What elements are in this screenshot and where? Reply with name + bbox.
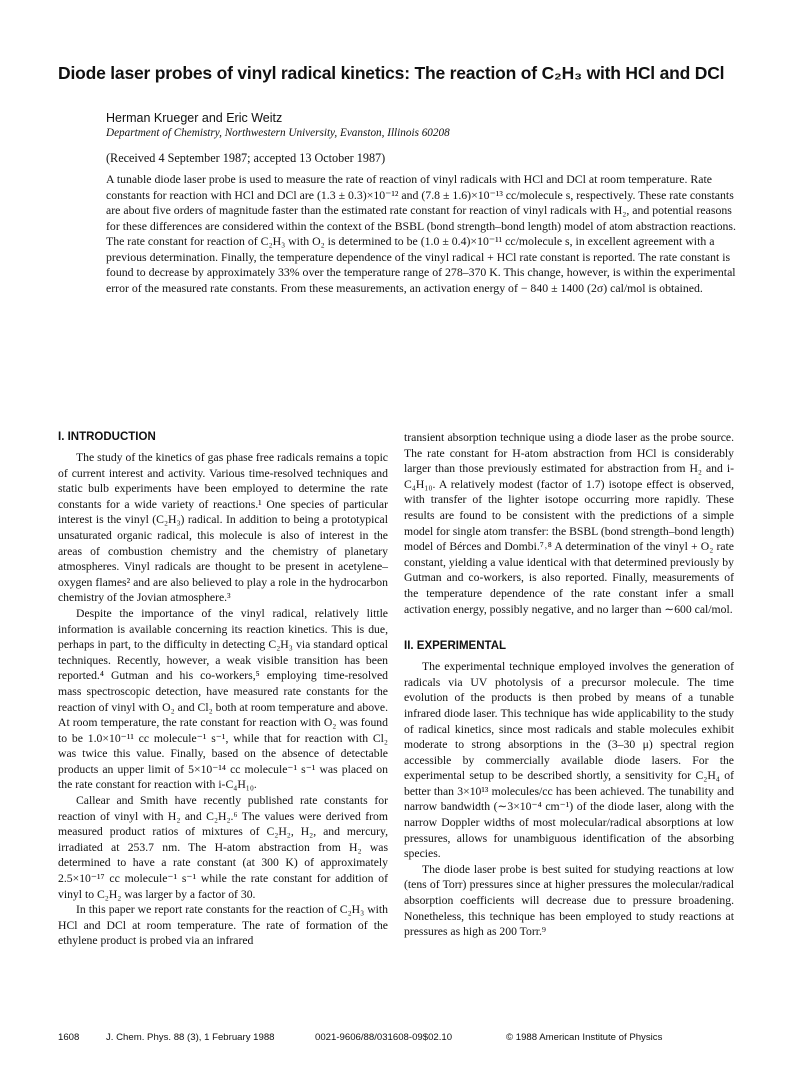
author-list: Herman Krueger and Eric Weitz <box>106 111 283 125</box>
received-dates: (Received 4 September 1987; accepted 13 October 1987) <box>106 151 386 165</box>
paragraph: Callear and Smith have recently published rate constants for reaction of vinyl with H₂ and C₂H₂.⁶ The values were derived from measured product ratios of mixtures of C₂H₂, H₂, and mercury, irradiated at 253.7 nm. The H-atom abstraction from H₂ was determined to have a rate constant (at 300 K) of approximately 2.5×10⁻¹⁷ cc molecule⁻¹ s⁻¹ while the rate constant for addition of vinyl to C₂H₂ was larger by a factor of 30. <box>58 794 388 901</box>
paragraph: The experimental technique employed involves the generation of radicals via UV photolysis of a precursor molecule. The time evolution of the products is then probed by means of a tunable infrared diode laser. This technique has wide applicability to the study of radical kinetics, since most radicals and stable molecules exhibit moderate to strong absorptions in the (3–30 μ) spectral region accessible by commercially available diode lasers. For the experimental setup to be described shortly, a sensitivity for C₂H₄ of better than 3×10¹³ molecules/cc has been achieved. The tunability and narrow bandwidth (∼3×10⁻⁴ cm⁻¹) of the diode laser, along with the narrow Doppler widths of most molecular/radical absorptions at low pressures, allows for unambiguous identification of the absorbing species. <box>404 660 734 861</box>
paragraph: The diode laser probe is best suited for studying reactions at low (tens of Torr) pressures since at higher pressures the molecular/radical absorption coefficients will decrease due to pressure broadening. Nonetheless, this technique has been employed to study reactions at pressures as high as 200 Torr.⁹ <box>404 862 734 939</box>
paragraph: Despite the importance of the vinyl radical, relatively little information is available concerning its reaction kinetics. This is due, perhaps in part, to the difficulty in detecting C₂H₃ via standard optical techniques. Recently, however, a weak visible transition has been reported.⁴ Gutman and his co-workers,⁵ employing time-resolved mass spectroscopic detection, have measured rate constants for the reaction of vinyl with O₂ and Cl₂ both at room temperature and above. At room temperature, the rate constant for reaction with O₂ was found to be 1.0×10⁻¹¹ cc molecule⁻¹ s⁻¹, while that for reaction with Cl₂ was twice this value. Finally, based on the absence of detectable products an upper limit of 5×10⁻¹⁴ cc molecule⁻¹ s⁻¹ was placed on the rate constant for reaction with i-C₄H₁₀. <box>58 606 388 792</box>
paragraph: In this paper we report rate constants for the reaction of C₂H₃ with HCl and DCl at room temperature. The rate of formation of the ethylene product is probed via an infrared <box>58 903 388 948</box>
copyright: © 1988 American Institute of Physics <box>506 1032 663 1043</box>
journal-citation: J. Chem. Phys. 88 (3), 1 February 1988 <box>106 1032 275 1043</box>
left-column <box>58 430 388 949</box>
section-heading-introduction: I. INTRODUCTION <box>58 431 156 443</box>
abstract: A tunable diode laser probe is used to measure the rate of reaction of vinyl radicals with HCl and DCl at room temperature. Rate constants for reaction with HCl and DCl are (1.3 ± 0.3)×10⁻¹² and (7.8 ± 1.6)×10⁻¹³ cc/molecule s, respectively. These rate constants are about five orders of magnitude faster than the estimated rate constant for reaction of vinyl radicals with H₂, and potential reasons for these differences are considered within the context of the BSBL (bond strength–bond length) model of atom abstraction reactions. The rate constant for reaction of C₂H₃ with O₂ is determined to be (1.0 ± 0.4)×10⁻¹¹ cc/molecule s, in excellent agreement with a previous determination. Finally, the temperature dependence of the vinyl radical + HCl rate constant is reported. The rate constant is found to decrease by approximately 33% over the temperature range of 278–370 K. This change, however, is within the experimental error of the measured rate constants. From these measurements, an activation energy of − 840 ± 1400 (2σ) cal/mol is obtained. <box>106 172 736 295</box>
paragraph: The study of the kinetics of gas phase free radicals remains a topic of current interest and activity. Various time-resolved techniques and static bulb experiments have been employed to determine the rate constants for a wide variety of reactions.¹ One species of particular interest is the vinyl (C₂H₃) radical. In addition to being a prototypical unsaturated organic radical, this molecule is also of interest in the areas of combustion chemistry and the chemistry of planetary atmospheres. Vinyl radicals are thought to be present in acetylene–oxygen flames² and are also believed to play a role in the hydrocarbon chemistry of the Jovian atmosphere.³ <box>58 451 388 605</box>
article-title: Diode laser probes of vinyl radical kinetics: The reaction of C₂H₃ with HCl and DCl <box>58 63 725 83</box>
section-heading-experimental: II. EXPERIMENTAL <box>404 640 507 653</box>
affiliation: Department of Chemistry, Northwestern University, Evanston, Illinois 60208 <box>106 127 450 139</box>
right-column <box>404 430 734 940</box>
page-number: 1608 <box>58 1032 80 1043</box>
paragraph-continuation: transient absorption technique using a diode laser as the probe source. The rate constant for H-atom abstraction from HCl is considerably larger than those previously estimated for abstraction from H₂ and i-C₄H₁₀. A relatively modest (factor of 1.7) isotope effect is observed, with transfer of the lighter isotope occurring more rapidly. These results are found to be consistent with the predictions of a simple model for single atom transfer: the BSBL (bond strength–bond length) model of Bérces and Dombi.⁷˒⁸ A determination of the vinyl + O₂ rate constant, yielding a value identical with that determined previously by Gutman and co-workers, is also reported. Finally, measurements of the temperature dependence of the rate constant infer a small activation energy, possibly negative, and no larger than ∼600 cal/mol. <box>404 431 734 616</box>
article-code: 0021-9606/88/031608-09$02.10 <box>315 1032 453 1043</box>
